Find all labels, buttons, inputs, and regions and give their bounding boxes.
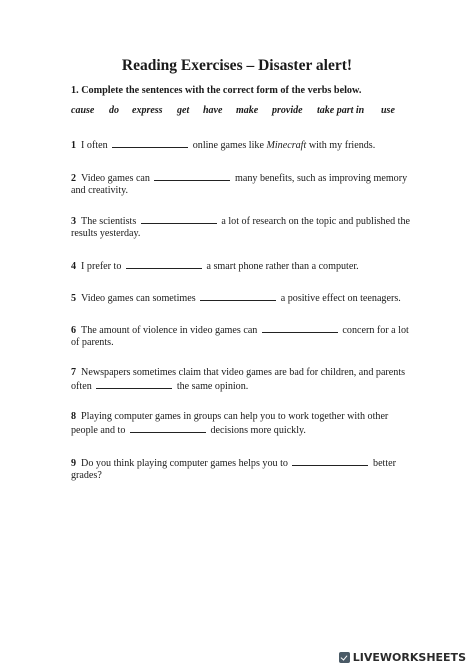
- question-text: decisions more quickly.: [210, 424, 306, 436]
- question-number: 6: [71, 325, 77, 336]
- question-4: [71, 259, 411, 273]
- question-text: Video games can: [81, 173, 150, 184]
- question-3: [71, 214, 411, 239]
- question-text: I often: [81, 140, 108, 151]
- verb-item: express: [132, 105, 163, 116]
- verb-item: get: [177, 105, 190, 116]
- verb-item: make: [236, 105, 259, 116]
- question-number: 7: [71, 367, 77, 378]
- question-text: with my friends.: [308, 140, 376, 151]
- question-text: Do you think playing computer games helps you to: [81, 458, 288, 469]
- question-text: The scientists: [81, 216, 137, 227]
- question-9: [71, 456, 411, 481]
- answer-blank[interactable]: [126, 259, 202, 269]
- question-text: the same opinion.: [176, 380, 249, 392]
- instruction-text: 1. Complete the sentences with the correct form of the verbs below.: [71, 85, 362, 96]
- question-number: 4: [71, 261, 77, 272]
- question-number: 5: [71, 293, 77, 304]
- verb-item: provide: [272, 105, 303, 116]
- question-text: The amount of violence in video games can: [81, 325, 258, 336]
- worksheet-title: Reading Exercises – Disaster alert!: [121, 57, 353, 74]
- verb-item: take part in: [317, 105, 365, 116]
- question-text: a smart phone rather than a computer.: [206, 261, 359, 272]
- game-title: Minecraft: [266, 140, 307, 151]
- question-text: better grades?: [71, 458, 396, 481]
- question-text: a lot of research on the topic and published the results yesterday.: [71, 216, 410, 239]
- question-6: [71, 323, 411, 348]
- question-text: Video games can sometimes: [81, 293, 196, 304]
- question-2: [71, 171, 411, 196]
- question-text: I prefer to: [81, 261, 122, 272]
- question-5: [71, 291, 411, 305]
- answer-blank[interactable]: [141, 214, 217, 224]
- checkmark-logo-icon: [339, 652, 350, 663]
- question-number: 2: [71, 173, 77, 184]
- answer-blank[interactable]: [154, 171, 230, 181]
- question-number: 3: [71, 216, 77, 227]
- verb-item: cause: [71, 105, 95, 116]
- verb-item: do: [109, 105, 119, 116]
- verb-item: use: [381, 105, 395, 116]
- question-text: a positive effect on teenagers.: [280, 293, 401, 304]
- question-8: [71, 411, 411, 436]
- answer-blank[interactable]: [112, 138, 188, 148]
- question-number: 1: [71, 140, 77, 151]
- question-text: many benefits, such as improving memory and creativity.: [71, 173, 408, 196]
- footer-brand: [339, 651, 466, 664]
- answer-blank[interactable]: [96, 379, 172, 389]
- question-text: Playing computer games in groups can help you to work together with other people and to: [71, 411, 389, 436]
- question-number: 8: [71, 411, 77, 422]
- verb-item: have: [203, 105, 223, 116]
- question-1: [71, 138, 411, 152]
- question-7: [71, 367, 411, 392]
- answer-blank[interactable]: [200, 291, 276, 301]
- question-text: online games like: [192, 140, 264, 151]
- brand-name: LIVEWORKSHEETS: [352, 651, 466, 664]
- question-text: Newspapers sometimes claim that video games are bad for children, and parents often: [71, 367, 406, 392]
- question-number: 9: [71, 458, 77, 469]
- question-text: concern for a lot of parents.: [71, 325, 409, 348]
- answer-blank[interactable]: [262, 323, 338, 333]
- answer-blank[interactable]: [130, 423, 206, 433]
- answer-blank[interactable]: [292, 456, 368, 466]
